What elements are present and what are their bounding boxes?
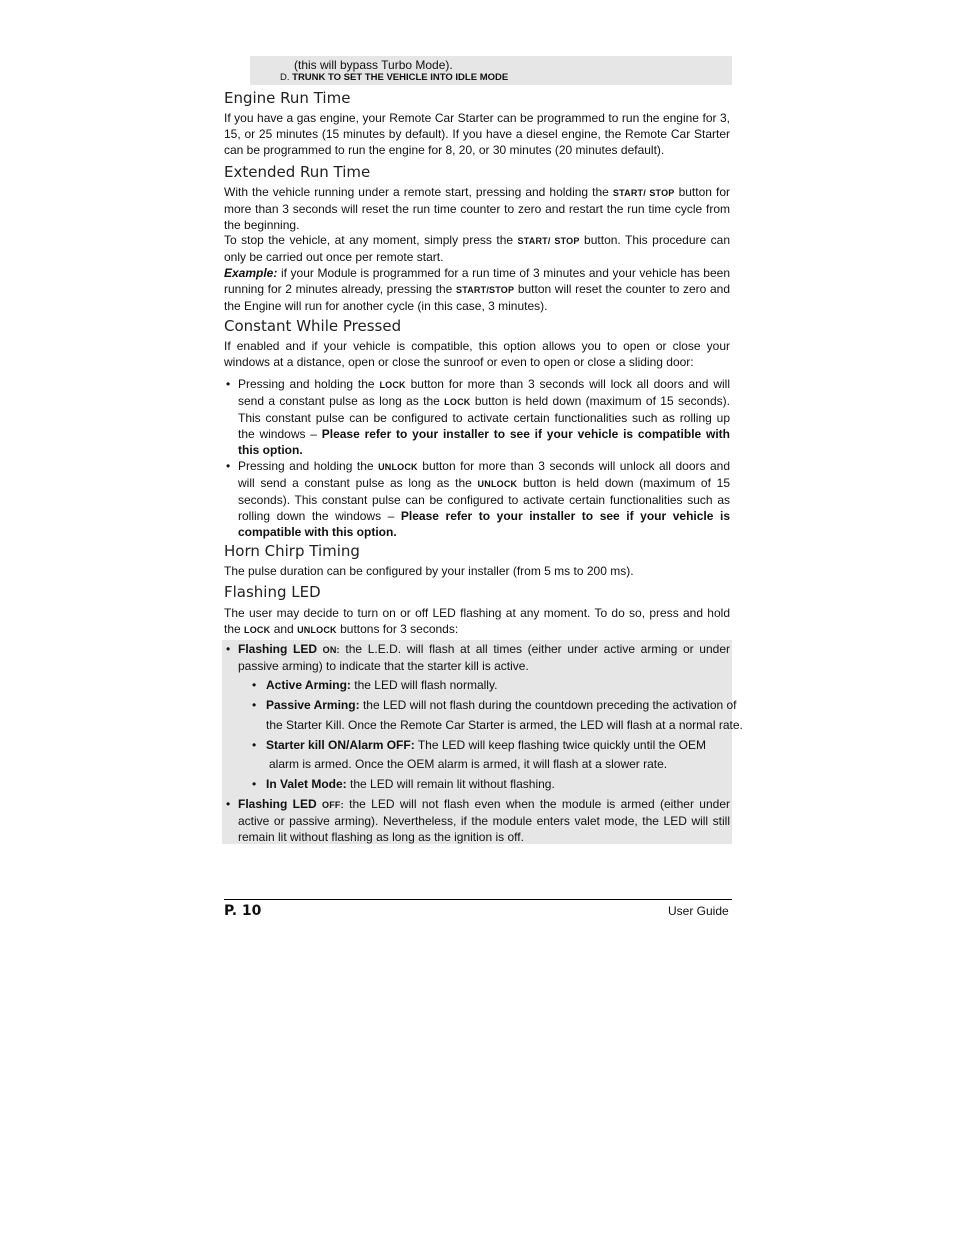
unlock-key: UNLOCK: [378, 462, 418, 472]
text: button for more than 3 seconds will lock all doors and will send a constant pulse as long as the: [238, 377, 730, 408]
start-stop-key: START/ STOP: [612, 188, 675, 198]
bullet-icon: •: [226, 377, 231, 391]
extended-run-time-p1: [224, 184, 730, 233]
step-d-text: TRUNK TO SET THE VEHICLE INTO IDLE MODE: [292, 72, 509, 83]
sub-item-passive-arming-cont: [252, 715, 743, 735]
start-stop-key: START/STOP: [456, 285, 515, 295]
installer-note: Please refer to your installer to see if your vehicle is compatible with this option.: [238, 509, 731, 539]
text: button. This procedure can only be carried out once per remote start.: [224, 233, 731, 264]
sub-item-starter-kill: [252, 735, 706, 755]
unlock-key: UNLOCK: [297, 625, 337, 635]
list-item-lock: [224, 376, 730, 458]
page-number: P. 10: [224, 903, 262, 919]
lock-key: LOCK: [244, 625, 271, 635]
bullet-icon: •: [226, 459, 231, 473]
list-item-flashing-on: [224, 641, 730, 674]
unlock-key: UNLOCK: [477, 479, 518, 489]
example-label: Example:: [224, 266, 278, 280]
sub-label: Starter kill ON/Alarm OFF:: [266, 738, 415, 752]
extended-run-time-heading: Extended Run Time: [224, 163, 371, 181]
text: the LED will remain lit without flashing.: [350, 777, 555, 791]
constant-intro: If enabled and if your vehicle is compatible, this option allows you to open or close your windows at a distance, open or close the sunroof or even to open or close a sliding door:: [224, 339, 730, 369]
text: the L.E.D. will flash at all times (either under active arming or under passive arming) to indicate that the starter kill is active.: [238, 642, 730, 673]
flashing-off-label: Flashing LED: [238, 797, 317, 811]
footer-title: User Guide: [668, 904, 729, 918]
start-stop-key: START/ STOP: [517, 236, 580, 246]
text: the Starter Kill. Once the Remote Car Starter is armed, the LED will flash at a normal rate.: [266, 718, 743, 732]
text: button for more than 3 seconds will reset the run time counter to zero and restart the run time cycle from the beginning.: [224, 185, 731, 232]
extended-run-time-example: [224, 265, 730, 314]
text: button is held down (maximum of 15 seconds). This constant pulse can be configured to activate certain functionalities such as rolling up the windows –: [238, 394, 730, 441]
horn-chirp-timing-heading: Horn Chirp Timing: [224, 542, 360, 560]
text: and: [273, 622, 294, 636]
text: button for more than 3 seconds will unlock all doors and will send a constant pulse as long as the: [238, 459, 730, 490]
sub-label: In Valet Mode:: [266, 777, 347, 791]
engine-run-time-heading: Engine Run Time: [224, 89, 351, 107]
text: button will reset the counter to zero and the Engine will run for another cycle (in this case, 3 minutes).: [224, 282, 731, 313]
text: the LED will not flash during the countdown preceding the activation of: [362, 698, 737, 712]
text: The user may decide to turn on or off LED flashing at any moment. To do so, press and hold the: [224, 606, 730, 636]
on-key: ON:: [322, 645, 340, 655]
text: if your Module is programmed for a run time of 3 minutes and your vehicle has been running for 2 minutes already, pressing the: [224, 266, 730, 296]
step-d-prefix: D.: [280, 72, 290, 83]
bullet-icon: •: [252, 777, 257, 791]
step-d: [280, 72, 508, 83]
bullet-icon: •: [252, 678, 257, 692]
text: button is held down (maximum of 15 seconds). This constant pulse can be configured to activate certain functionalities such as rolling down the windows –: [238, 476, 730, 523]
installer-note: Please refer to your installer to see if your vehicle is compatible with this option.: [238, 427, 730, 457]
extended-run-time-p2: [224, 232, 730, 265]
text: Pressing and holding the: [238, 377, 375, 391]
lock-key: LOCK: [444, 397, 471, 407]
text: With the vehicle running under a remote start, pressing and holding the: [224, 185, 609, 199]
flashing-led-intro: [224, 605, 730, 638]
bullet-icon: •: [252, 738, 257, 752]
text: the LED will flash normally.: [354, 678, 498, 692]
text: Pressing and holding the: [238, 459, 374, 473]
sub-label: Active Arming:: [266, 678, 351, 692]
bypass-note: (this will bypass Turbo Mode).: [294, 58, 453, 72]
text: the LED will not flash even when the module is armed (either under active or passive arming). Nevertheless, if the module enters valet mode, the LED will still remain lit without flashing as long as the ignition is off.: [238, 797, 731, 844]
continued-step-box: [250, 56, 732, 85]
list-item-unlock: [224, 458, 730, 540]
horn-chirp-body: The pulse duration can be configured by your installer (from 5 ms to 200 ms).: [224, 564, 634, 578]
engine-run-time-body: If you have a gas engine, your Remote Car Starter can be programmed to run the engine for 3, 15, or 25 minutes (15 minutes by default). If you have a diesel engine, the Remote Car Starter can be programmed to run the engine for 8, 20, or 30 minutes (20 minutes default).: [224, 111, 730, 157]
bullet-icon: •: [226, 642, 231, 656]
flashing-led-heading: Flashing LED: [224, 583, 321, 601]
off-key: OFF:: [322, 800, 344, 810]
sub-item-active-arming: [252, 675, 497, 695]
bullet-icon: •: [252, 698, 257, 712]
flashing-on-label: Flashing LED: [238, 642, 317, 656]
text: To stop the vehicle, at any moment, simply press the: [224, 233, 514, 247]
text: buttons for 3 seconds:: [340, 622, 459, 636]
sub-item-valet-mode: [252, 774, 555, 794]
constant-while-pressed-heading: Constant While Pressed: [224, 317, 402, 335]
text: alarm is armed. Once the OEM alarm is armed, it will flash at a slower rate.: [269, 757, 668, 771]
sub-label: Passive Arming:: [266, 698, 360, 712]
sub-item-passive-arming: [252, 695, 737, 715]
sub-item-starter-kill-cont: [255, 754, 667, 774]
footer-divider: [224, 899, 732, 900]
lock-key: LOCK: [379, 380, 406, 390]
bullet-icon: •: [226, 797, 231, 811]
list-item-flashing-off: [224, 796, 730, 845]
text: The LED will keep flashing twice quickly until the OEM: [417, 738, 706, 752]
